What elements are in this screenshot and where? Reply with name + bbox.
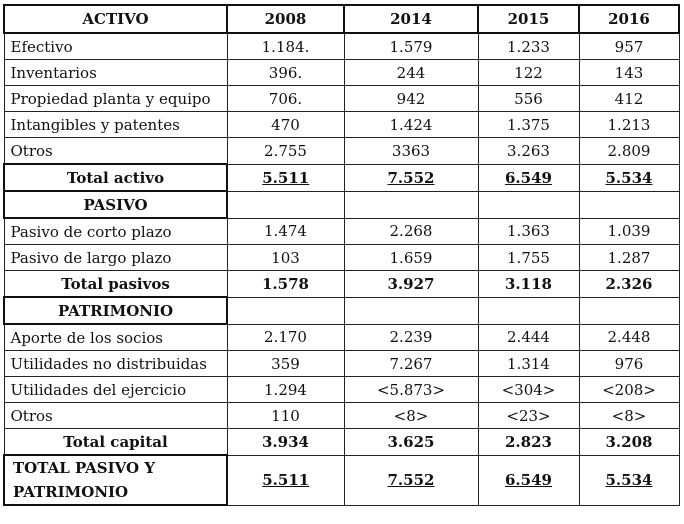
cell-value: <23> xyxy=(478,403,579,429)
header-year-2015: 2015 xyxy=(478,5,579,33)
total-activo-value: 6.549 xyxy=(478,164,579,191)
total-pasivos-value: 3.118 xyxy=(478,271,579,298)
total-pasivos-value: 3.927 xyxy=(344,271,478,298)
table-row xyxy=(4,218,679,245)
pasivo-heading: PASIVO xyxy=(4,191,227,218)
header-year-2008: 2008 xyxy=(227,5,344,33)
table-row xyxy=(4,33,679,60)
patrimonio-heading-row xyxy=(4,297,679,324)
total-pasivos-label: Total pasivos xyxy=(4,271,227,298)
total-pasivo-patrimonio-row xyxy=(4,455,679,505)
empty-cell xyxy=(478,297,579,324)
cell-value: <8> xyxy=(579,403,679,429)
pasivo-heading-row xyxy=(4,191,679,218)
cell-value: <8> xyxy=(344,403,478,429)
total-capital-value: 3.625 xyxy=(344,429,478,456)
cell-value: 2.809 xyxy=(579,138,679,165)
cell-value: 359 xyxy=(227,351,344,377)
total-pasivo-patrimonio-value: 5.534 xyxy=(579,455,679,505)
cell-value: 1.755 xyxy=(478,245,579,271)
table-row xyxy=(4,60,679,86)
cell-value: <304> xyxy=(478,377,579,403)
table-row xyxy=(4,351,679,377)
total-pasivo-patrimonio-value: 6.549 xyxy=(478,455,579,505)
total-pasivos-row xyxy=(4,271,679,298)
row-label: Propiedad planta y equipo xyxy=(4,86,227,112)
table-row xyxy=(4,324,679,351)
empty-cell xyxy=(344,297,478,324)
table-row xyxy=(4,138,679,165)
empty-cell xyxy=(227,297,344,324)
cell-value: 1.184. xyxy=(227,33,344,60)
total-capital-label: Total capital xyxy=(4,429,227,456)
empty-cell xyxy=(344,191,478,218)
cell-value: 396. xyxy=(227,60,344,86)
cell-value: 2.268 xyxy=(344,218,478,245)
cell-value: 2.170 xyxy=(227,324,344,351)
balance-sheet xyxy=(3,4,680,506)
total-capital-value: 3.208 xyxy=(579,429,679,456)
empty-cell xyxy=(579,191,679,218)
empty-cell xyxy=(579,297,679,324)
empty-cell xyxy=(478,191,579,218)
cell-value: 143 xyxy=(579,60,679,86)
total-capital-row xyxy=(4,429,679,456)
cell-value: 1.424 xyxy=(344,112,478,138)
cell-value: 244 xyxy=(344,60,478,86)
total-pasivo-patrimonio-value: 7.552 xyxy=(344,455,478,505)
cell-value: 2.444 xyxy=(478,324,579,351)
cell-value: 957 xyxy=(579,33,679,60)
cell-value: 412 xyxy=(579,86,679,112)
total-capital-value: 2.823 xyxy=(478,429,579,456)
total-pasivo-patrimonio-value: 5.511 xyxy=(227,455,344,505)
cell-value: 470 xyxy=(227,112,344,138)
cell-value: 2.239 xyxy=(344,324,478,351)
table-row xyxy=(4,403,679,429)
cell-value: 1.287 xyxy=(579,245,679,271)
row-label: Inventarios xyxy=(4,60,227,86)
cell-value: 110 xyxy=(227,403,344,429)
row-label: Otros xyxy=(4,403,227,429)
row-label: Pasivo de corto plazo xyxy=(4,218,227,245)
cell-value: <5.873> xyxy=(344,377,478,403)
total-activo-value: 5.511 xyxy=(227,164,344,191)
total-activo-value: 7.552 xyxy=(344,164,478,191)
cell-value: 1.375 xyxy=(478,112,579,138)
total-pasivos-value: 2.326 xyxy=(579,271,679,298)
cell-value: 706. xyxy=(227,86,344,112)
cell-value: 1.314 xyxy=(478,351,579,377)
cell-value: 556 xyxy=(478,86,579,112)
table-row xyxy=(4,86,679,112)
table-row xyxy=(4,377,679,403)
header-activo: ACTIVO xyxy=(4,5,227,33)
cell-value: 3363 xyxy=(344,138,478,165)
patrimonio-heading: PATRIMONIO xyxy=(4,297,227,324)
cell-value: 1.233 xyxy=(478,33,579,60)
header-year-2016: 2016 xyxy=(579,5,679,33)
empty-cell xyxy=(227,191,344,218)
cell-value: 2.448 xyxy=(579,324,679,351)
cell-value: 1.294 xyxy=(227,377,344,403)
cell-value: 976 xyxy=(579,351,679,377)
row-label: Pasivo de largo plazo xyxy=(4,245,227,271)
total-pasivos-value: 1.578 xyxy=(227,271,344,298)
cell-value: 1.659 xyxy=(344,245,478,271)
row-label: Otros xyxy=(4,138,227,165)
cell-value: <208> xyxy=(579,377,679,403)
cell-value: 1.363 xyxy=(478,218,579,245)
row-label: Intangibles y patentes xyxy=(4,112,227,138)
cell-value: 1.213 xyxy=(579,112,679,138)
total-activo-label: Total activo xyxy=(4,164,227,191)
cell-value: 122 xyxy=(478,60,579,86)
row-label: Efectivo xyxy=(4,33,227,60)
cell-value: 1.579 xyxy=(344,33,478,60)
cell-value: 7.267 xyxy=(344,351,478,377)
total-pasivo-patrimonio-label: TOTAL PASIVO Y PATRIMONIO xyxy=(4,455,227,505)
row-label: Aporte de los socios xyxy=(4,324,227,351)
balance-table xyxy=(3,4,680,506)
table-row xyxy=(4,245,679,271)
cell-value: 1.474 xyxy=(227,218,344,245)
cell-value: 103 xyxy=(227,245,344,271)
cell-value: 942 xyxy=(344,86,478,112)
row-label: Utilidades no distribuidas xyxy=(4,351,227,377)
cell-value: 2.755 xyxy=(227,138,344,165)
table-row xyxy=(4,112,679,138)
row-label: Utilidades del ejercicio xyxy=(4,377,227,403)
header-row xyxy=(4,5,679,33)
total-activo-value: 5.534 xyxy=(579,164,679,191)
cell-value: 1.039 xyxy=(579,218,679,245)
total-activo-row xyxy=(4,164,679,191)
total-capital-value: 3.934 xyxy=(227,429,344,456)
cell-value: 3.263 xyxy=(478,138,579,165)
header-year-2014: 2014 xyxy=(344,5,478,33)
